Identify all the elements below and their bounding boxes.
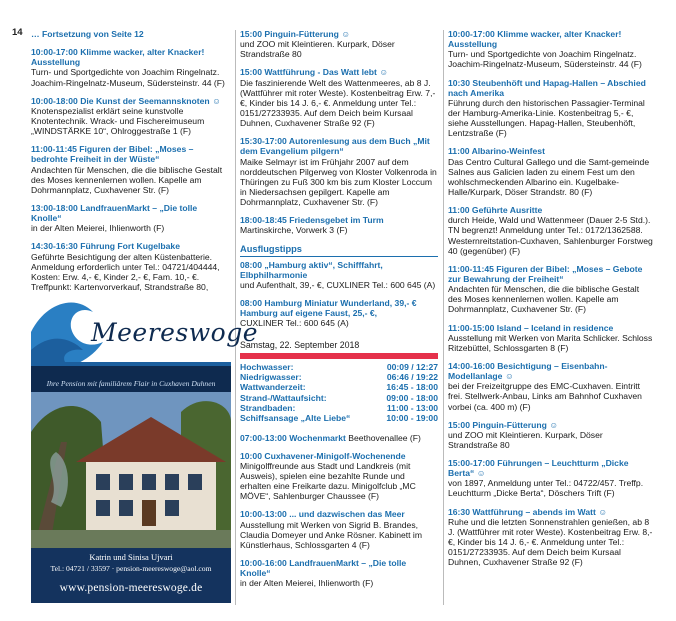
event-entry xyxy=(240,509,438,550)
tide-row xyxy=(240,382,438,392)
tide-label: Wattwanderzeit: xyxy=(240,382,306,393)
event-title: 15:00 Pinguin-Fütterung ☺ xyxy=(240,29,350,39)
column-2 xyxy=(240,29,438,596)
ad-website[interactable]: www.pension-meereswoge.de xyxy=(59,582,203,594)
event-title: 10:00-17:00 Klimme wacker, alter Knacker! Ausstellung xyxy=(448,29,622,50)
event-entry xyxy=(31,47,229,88)
event-title: 14:30-16:30 Führung Fort Kugelbake xyxy=(31,241,180,252)
event-details: Turn- und Sportgedichte von Joachim Ringelnatz. Joachim-Ringelnatz-Museum, Südersteinstr. 44 (F) xyxy=(448,49,642,70)
event-title: 08:00 Hamburg Miniatur Wunderland, 39,- € Hamburg auf eigene Faust, 25,- €, xyxy=(240,297,417,319)
event-title: 13:00-18:00 LandfrauenMarkt – „Die tolle Knolle“ xyxy=(31,202,198,224)
tide-table xyxy=(240,362,438,424)
tide-value: 10:00 - 19:00 xyxy=(386,413,438,424)
event-details: Maike Selmayr ist im Frühjahr 2007 auf dem norddeutschen Pilgerweg von Kloster Volkenroda in Thüringen zu Fuß 300 km bis zum Kloster Loccum in Niedersachsen gepilgert. Kapelle am Dohrmannplatz, Cuxhavener Str. (F) xyxy=(240,156,437,208)
event-details: von 1897, Anmeldung unter Tel.: 04722/457. Treffp. Leuchtturm „Dicke Berta“, Döschers Trift (F) xyxy=(448,478,644,499)
tide-label: Strandbaden: xyxy=(240,402,296,413)
event-title: 10:00-16:00 LandfrauenMarkt – „Die tolle Knolle“ xyxy=(240,558,407,579)
event-title: 15:00 Wattführung - Das Watt lebt ☺ xyxy=(240,67,389,78)
event-details: Minigolffreunde aus Stadt und Landkreis (mit Ausweis), spielen eine bezahlte Runde und erhalten eine Freikarte dazu. Minigolfclub „MC MÖVE“, Sahlenburger Chaussee (F) xyxy=(240,460,416,502)
column-1 xyxy=(31,29,229,310)
event-details: in der Alten Meierei, Ihlienworth (F) xyxy=(31,223,165,234)
tide-label: Niedrigwasser: xyxy=(240,372,302,383)
tide-row xyxy=(240,372,438,382)
tide-row xyxy=(240,403,438,413)
event-title: 10:00-17:00 Klimme wacker, alter Knacker! Ausstellung xyxy=(31,47,205,68)
event-details: Ruhe und die letzten Sonnenstrahlen genießen, ab 8 J. (Wattführer mit roter Weste). Kostenbeitrag Erw. 8,- €, Kinder bis 14 J. 6,- €. Anmeldung unter Tel.: 0151/27233935. Auf dem Deich beim Kursaal Duhnen, Cuxhavener Straße 92 (F) xyxy=(448,516,653,568)
event-details: Andachten für Menschen, die die biblische Gestalt des Moses kennenlernen wollen. Kapelle am Dohrmannplatz, Cuxhavener Str. (F) xyxy=(31,164,223,195)
event-details: in der Alten Meierei, Ihlienworth (F) xyxy=(240,578,374,589)
event-entry xyxy=(448,146,654,197)
event-details: durch Heide, Wald und Wattenmeer (Dauer 2-5 Std.). TN begrenzt! Anmeldung unter Tel.: 0172/1362588. Westernreitstation-Cuxhaven, Sahlenburger Forstweg 40 (gegenüber) (F) xyxy=(448,215,653,256)
event-entry xyxy=(31,29,229,39)
event-details: Geführte Besichtigung der alten Küstenbatterie. Anmeldung erforderlich unter Tel.: 04721/404444, Kosten: Erw. 4,- €, Kinder 2,- €, Fam. 10,- €. Treffpunkt: Kartenvorverkauf, Strandstraße 80, xyxy=(31,251,220,292)
ad-footer xyxy=(31,548,231,603)
column-divider xyxy=(443,30,444,605)
event-entry xyxy=(240,260,438,290)
event-entry xyxy=(448,507,654,568)
event-title: 07:00-13:00 Wochenmarkt xyxy=(240,432,346,443)
event-entry xyxy=(448,264,654,315)
event-entry xyxy=(31,144,229,195)
event-title: 08:00 „Hamburg aktiv“, Schifffahrt, Elbphilharmonie xyxy=(240,259,383,280)
date-red-bar xyxy=(240,353,438,359)
event-title: … Fortsetzung von Seite 12 xyxy=(31,29,144,39)
date-heading: Samstag, 22. September 2018 xyxy=(240,340,360,351)
event-entry xyxy=(31,203,229,233)
event-entry xyxy=(448,420,654,450)
tide-label: Schiffsansage „Alte Liebe“ xyxy=(240,413,351,424)
page-number: 14 xyxy=(12,27,23,38)
event-entry xyxy=(240,451,438,502)
tide-value: 09:00 - 18:00 xyxy=(386,392,438,403)
event-details: und ZOO mit Kleintieren. Kurpark, Döser Strandstraße 80 xyxy=(448,429,603,450)
event-details: Martinskirche, Vorwerk 3 (F) xyxy=(240,225,348,236)
event-details: Ausstellung mit Werken von Sigrid B. Brandes, Claudia Domeyer und Anke Rösner. Kabinett im Künstlerhaus, Schlossgarten 4 (F) xyxy=(240,519,422,550)
event-title: 11:00-11:45 Figuren der Bibel: „Moses – bedrohte Freiheit in der Wüste“ xyxy=(31,144,194,165)
event-entry xyxy=(448,323,654,353)
tide-label: Hochwasser: xyxy=(240,361,294,372)
tide-value: 00:09 / 12:27 xyxy=(386,361,438,372)
event-details: CUXLINER Tel.: 600 645 (A) xyxy=(240,318,349,329)
pension-advertisement xyxy=(31,292,259,603)
event-title: 11:00-11:45 Figuren der Bibel: „Moses – Gebote zur Bewahrung der Freiheit“ xyxy=(448,263,643,284)
event-title: 18:00-18:45 Friedensgebet im Turm xyxy=(240,215,384,226)
tide-value: 06:46 / 19:22 xyxy=(386,372,438,383)
ad-owners: Katrin und Sinisa Ujvari xyxy=(89,552,173,562)
event-entry xyxy=(240,67,438,128)
event-details: Beethovenallee (F) xyxy=(348,432,421,443)
event-entry xyxy=(240,29,438,59)
ad-contact: Tel.: 04721 / 33597 · pension-meereswoge@aol.com xyxy=(50,564,212,573)
ad-title: Meereswoge xyxy=(91,318,259,347)
event-details: und ZOO mit Kleintieren. Kurpark, Döser Strandstraße 80 xyxy=(240,39,395,60)
event-title: 11:00 Albarino-Weinfest xyxy=(448,146,545,157)
event-entry xyxy=(448,205,654,256)
tide-value: 11:00 - 13:00 xyxy=(386,402,438,413)
event-entry xyxy=(31,96,229,137)
tide-label: Strand-/Wattaufsicht: xyxy=(240,392,327,403)
event-details: Ausstellung mit Werken von Marita Schlicker. Schloss Ritzebüttel, Schlossgarten 8 (F) xyxy=(448,332,653,353)
event-entry xyxy=(240,136,438,207)
event-entry xyxy=(240,298,438,328)
event-details: Knotenspezialist erklärt seine kunstvolle Knotentechnik. Wrack- und Fischereimuseum „WINDSTÄRKE 10“, Ohlroggestraße 1 (F) xyxy=(31,105,205,137)
tide-value: 16:45 - 18:00 xyxy=(386,382,438,393)
event-details: bei der Freizeitgruppe des EMC-Cuxhaven. Eintritt frei. Stellwerk-Anbau, Links am Bahnhof Cuxhaven vorbei (ca. 400 m) (F) xyxy=(448,381,642,412)
event-title: 10:00-18:00 Die Kunst der Seemannsknoten ☺ xyxy=(31,95,221,106)
event-title: 15:30-17:00 Autorenlesung aus dem Buch „Mit dem Evangelium pilgern“ xyxy=(240,136,430,157)
event-title: 11:00 Geführte Ausritte xyxy=(448,205,543,216)
event-entry xyxy=(240,215,438,235)
section-heading-ausflugstipps: Ausflugstipps xyxy=(240,244,438,257)
event-title: 10:00-13:00 ... und dazwischen das Meer xyxy=(240,509,405,520)
column-3 xyxy=(448,29,654,575)
tide-row xyxy=(240,362,438,372)
event-entry xyxy=(448,361,654,412)
event-title: 15:00-17:00 Führungen – Leuchtturm „Dicke Berta“ ☺ xyxy=(448,458,629,479)
tide-row xyxy=(240,413,438,423)
ad-header xyxy=(31,292,259,380)
event-title: 10:00 Cuxhavener-Minigolf-Wochenende xyxy=(240,450,406,461)
event-details: Führung durch den historischen Passagier-Terminal der Hamburg-Amerika-Linie. Kostenbeitrag 5,- €, siehe Ausstellungen. Hapag-Hallen, Steubenhöft, Lentzstraße (F) xyxy=(448,97,645,139)
event-details: Die faszinierende Welt des Wattenmeeres, ab 8 J. (Wattführer mit roter Weste). Kostenbeitrag Erw. 7,- €, Kinder bis 14 J. 6,- €. Anmeldung unter Tel.: 0151/27233935. Auf dem Deich beim Kursaal Duhnen, Cuxhavener Straße 92 (F) xyxy=(240,77,436,129)
event-details: Das Centro Cultural Gallego und die Samt-gemeinde Salnes aus Galicien laden zu einem Fest um den wohlschmeckenden Albarino ein. Kugelbake-Halle/Kurpark, Döser Strandstr. 80 (F) xyxy=(448,156,650,197)
event-title: 14:00-16:00 Besichtigung – Eisenbahn-Modellanlage ☺ xyxy=(448,360,608,382)
event-details: und Aufenthalt, 39,- €, CUXLINER Tel.: 600 645 (A) xyxy=(240,279,436,290)
event-title: 11:00-15:00 Island – Iceland in residence xyxy=(448,322,614,333)
event-entry xyxy=(448,29,654,70)
ad-subtitle: Ihre Pension mit familiärem Flair in Cuxhaven Duhnen xyxy=(46,379,216,388)
event-details: Turn- und Sportgedichte von Joachim Ringelnatz. Joachim-Ringelnatz-Museum, Südersteinstr. 44 (F) xyxy=(31,67,225,88)
event-title: 10:30 Steubenhöft und Hapag-Hallen – Abschied nach Amerika xyxy=(448,77,646,98)
event-entry xyxy=(240,558,438,588)
event-entry xyxy=(240,433,438,443)
tide-row xyxy=(240,393,438,403)
event-title: 15:00 Pinguin-Fütterung ☺ xyxy=(448,419,558,430)
event-title: 16:30 Wattführung – abends im Watt ☺ xyxy=(448,506,608,517)
house-photo-icon xyxy=(31,392,231,552)
event-entry xyxy=(448,458,654,499)
event-details: Andachten für Menschen, die die biblische Gestalt des Moses kennenlernen wollen. Kapelle am Dohrmannplatz, Cuxhavener Str. (F) xyxy=(448,284,640,315)
event-entry xyxy=(448,78,654,139)
